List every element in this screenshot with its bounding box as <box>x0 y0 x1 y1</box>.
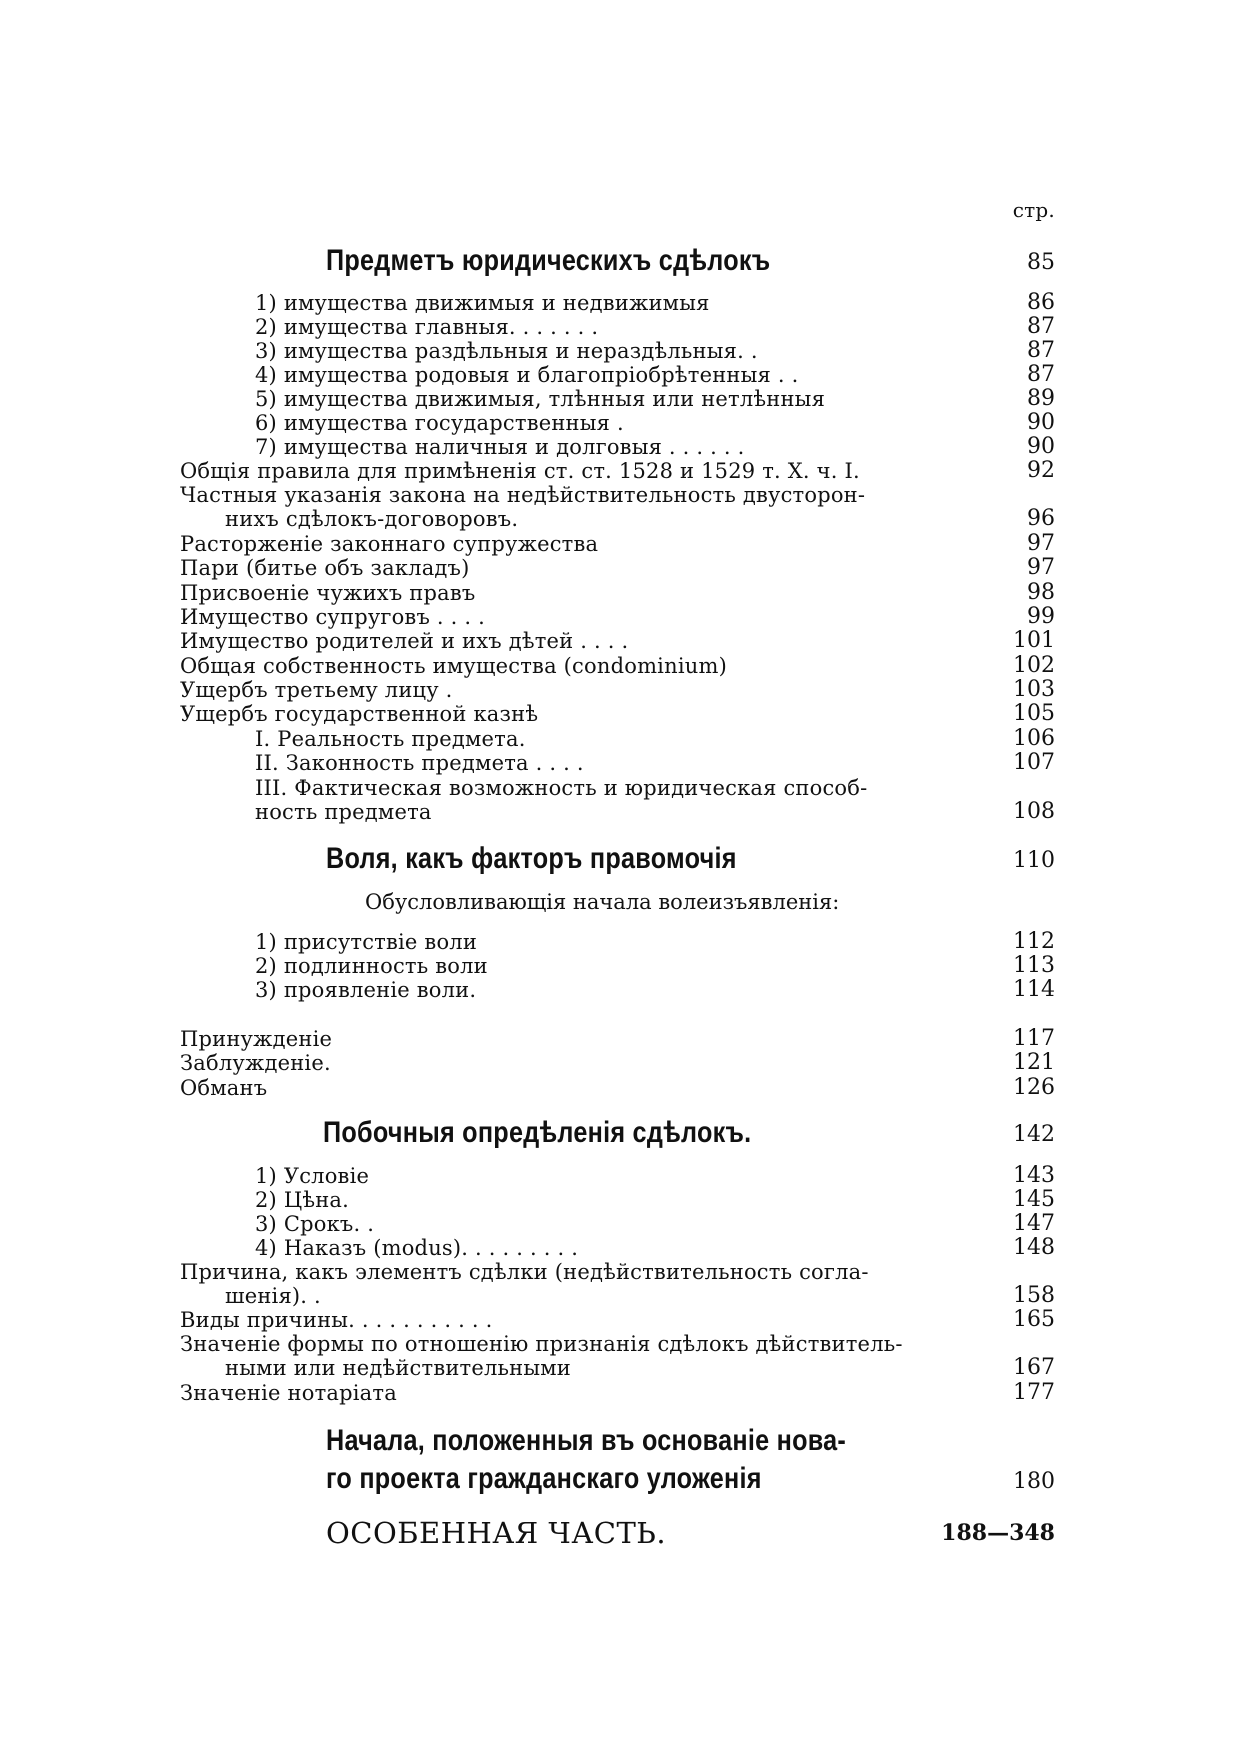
toc-entry: Присвоеніе чужихъ правъ <box>180 581 476 605</box>
page-column-label: стр. <box>1012 198 1055 222</box>
toc-page-number: 126 <box>1013 1075 1055 1100</box>
toc-page-number: 107 <box>1013 750 1055 775</box>
toc-entry: Заблужденіе. <box>180 1051 331 1075</box>
section-heading: Предметъ юридическихъ сдѣлокъ <box>326 244 771 277</box>
toc-entry: нихъ сдѣлокъ-договоровъ. <box>225 507 519 531</box>
toc-page-number: 143 <box>1013 1163 1055 1188</box>
toc-page-number: 87 <box>1027 314 1055 339</box>
toc-page-number: 108 <box>1013 799 1055 824</box>
toc-page-number: 86 <box>1027 290 1055 315</box>
toc-page-number: 90 <box>1027 410 1055 435</box>
toc-entry: Ущербъ государственной казнѣ <box>180 702 539 726</box>
toc-page-number: 177 <box>1013 1380 1055 1405</box>
section-heading: Воля, какъ факторъ правомочія <box>326 842 737 875</box>
section-subtitle: Обусловливающія начала волеизъявленія: <box>365 890 840 914</box>
toc-page-number: 92 <box>1027 458 1055 483</box>
section-heading: Побочныя опредѣленія сдѣлокъ. <box>323 1116 752 1149</box>
toc-entry: 7) имущества наличныя и долговыя . . . . . . <box>255 435 745 459</box>
toc-entry: 1) Условіе <box>255 1164 370 1188</box>
toc-entry: Частныя указанія закона на недѣйствительность двусторон- <box>180 483 866 507</box>
toc-page-number: 167 <box>1013 1355 1055 1380</box>
toc-entry: Общія правила для примѣненія ст. ст. 1528 и 1529 т. X. ч. I. <box>180 459 860 483</box>
toc-page-number: 112 <box>1013 929 1055 954</box>
toc-entry: II. Законность предмета . . . . <box>255 751 584 775</box>
toc-page-number: 87 <box>1027 338 1055 363</box>
toc-entry: Причина, какъ элементъ сдѣлки (недѣйствительность согла- <box>180 1260 869 1284</box>
toc-entry: I. Реальность предмета. <box>255 727 526 751</box>
toc-page-number: 97 <box>1027 555 1055 580</box>
toc-page-number: 96 <box>1027 506 1055 531</box>
toc-page-number: 99 <box>1027 604 1055 629</box>
toc-entry: Принужденіе <box>180 1027 333 1051</box>
toc-page-number: 117 <box>1013 1026 1055 1051</box>
toc-page-number: 101 <box>1013 628 1055 653</box>
toc-entry: Значеніе нотаріата <box>180 1381 397 1405</box>
toc-page-number: 148 <box>1013 1235 1055 1260</box>
toc-entry: 6) имущества государственныя . <box>255 411 624 435</box>
section-page: 180 <box>1013 1469 1055 1494</box>
toc-page-number: 87 <box>1027 362 1055 387</box>
toc-page-number: 165 <box>1013 1307 1055 1332</box>
part-heading: ОСОБЕННАЯ ЧАСТЬ. <box>326 1516 667 1550</box>
toc-entry: 1) имущества движимыя и недвижимыя <box>255 291 710 315</box>
toc-entry: Пари (битье объ закладъ) <box>180 556 470 580</box>
toc-entry: ность предмета <box>255 800 432 824</box>
toc-page-number: 147 <box>1013 1211 1055 1236</box>
toc-entry: 2) имущества главныя. . . . . . . <box>255 315 599 339</box>
toc-entry: шенія). . <box>225 1284 321 1308</box>
toc-page-number: 103 <box>1013 677 1055 702</box>
toc-entry: 2) подлинность воли <box>255 954 488 978</box>
section-page: 142 <box>1013 1122 1055 1147</box>
section-heading: Начала, положенныя въ основаніе нова- <box>326 1424 847 1457</box>
toc-page-number: 97 <box>1027 531 1055 556</box>
toc-entry: Общая собственность имущества (condominium) <box>180 654 727 678</box>
toc-page-number: 98 <box>1027 580 1055 605</box>
toc-entry: 5) имущества движимыя, тлѣнныя или нетлѣнныя <box>255 387 826 411</box>
toc-entry: Имущество супруговъ . . . . <box>180 605 486 629</box>
toc-entry: Значеніе формы по отношенію признанія сдѣлокъ дѣйствитель- <box>180 1332 903 1356</box>
toc-page-number: 114 <box>1013 977 1055 1002</box>
toc-entry: 3) имущества раздѣльныя и нераздѣльныя. . <box>255 339 758 363</box>
toc-entry: Виды причины. . . . . . . . . . . <box>180 1308 493 1332</box>
toc-entry: 4) имущества родовыя и благопріобрѣтенныя . . <box>255 363 799 387</box>
toc-page-number: 121 <box>1013 1050 1055 1075</box>
toc-entry: 4) Наказъ (modus). . . . . . . . . <box>255 1236 579 1260</box>
toc-page-number: 113 <box>1013 953 1055 978</box>
toc-entry: Обманъ <box>180 1076 268 1100</box>
toc-entry: 2) Цѣна. <box>255 1188 349 1212</box>
toc-entry: ными или недѣйствительными <box>225 1356 571 1380</box>
toc-page-number: 145 <box>1013 1187 1055 1212</box>
toc-page-number: 90 <box>1027 434 1055 459</box>
toc-entry: Расторженіе законнаго супружества <box>180 532 599 556</box>
toc-entry: 3) проявленіе воли. <box>255 978 477 1002</box>
section-page: 110 <box>1013 848 1055 873</box>
section-heading: го проекта гражданскаго уложенія <box>326 1462 762 1495</box>
toc-page-number: 158 <box>1013 1283 1055 1308</box>
part-page-range: 188—348 <box>941 1520 1055 1546</box>
toc-entry: Имущество родителей и ихъ дѣтей . . . . <box>180 629 629 653</box>
toc-entry: 3) Срокъ. . <box>255 1212 375 1236</box>
toc-page-number: 106 <box>1013 726 1055 751</box>
toc-page-number: 102 <box>1013 653 1055 678</box>
toc-entry: Ущербъ третьему лицу . <box>180 678 453 702</box>
toc-entry: III. Фактическая возможность и юридическая способ- <box>255 776 868 800</box>
toc-page-number: 89 <box>1027 386 1055 411</box>
toc-entry: 1) присутствіе воли <box>255 930 478 954</box>
section-page: 85 <box>1027 250 1055 275</box>
toc-page-number: 105 <box>1013 701 1055 726</box>
